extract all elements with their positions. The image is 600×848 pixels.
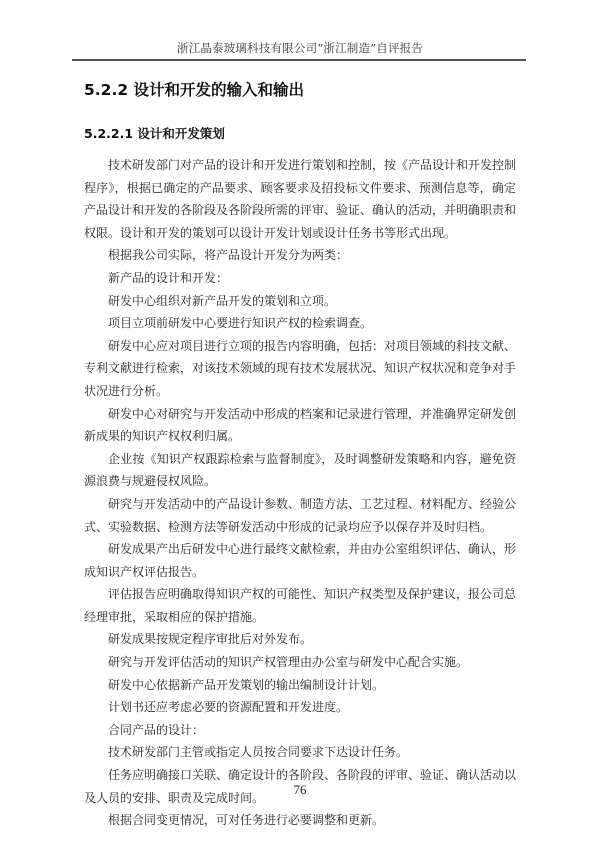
paragraph: 合同产品的设计：	[108, 722, 205, 737]
paragraph: 企业按《知识产权跟踪检索与监督制度》，及时调整研发策略和内容，避免资源浪费与规避侵权风险。	[84, 451, 516, 489]
subsection-heading: 5.2.2.1 设计和开发策划	[84, 126, 225, 141]
paragraph: 研发中心应对项目进行立项的报告内容明确，包括：对项目领域的科技文献、专利文献进行检索，对该技术领域的现有技术发展状况、知识产权状况和竞争对手状况进行分析。	[84, 338, 517, 398]
paragraph: 技术研发部门对产品的设计和开发进行策划和控制，按《产品设计和开发控制程序》，根据已确定的产品要求、顾客要求及招投标文件要求、预测信息等，确定产品设计和开发的各阶段及各阶段所需的评审、验证、确认的活动，并明确职责和权限。设计和开发的策划可以设计开发计划或设计任务书等形式出现。	[84, 158, 517, 240]
paragraph: 研究与开发评估活动的知识产权管理由办公室与研发中心配合实施。	[108, 655, 469, 670]
paragraph: 任务应明确接口关联、确定设计的各阶段、各阶段的评审、验证、确认活动以及人员的安排、职责及完成时间。	[84, 768, 517, 805]
paragraph: 根据合同变更情况，可对任务进行必要调整和更新。	[108, 813, 385, 828]
section-heading: 5.2.2 设计和开发的输入和输出	[84, 81, 305, 99]
header-divider	[72, 59, 526, 61]
paragraph: 评估报告应明确取得知识产权的可能性、知识产权类型及保护建议，报公司总经理审批，采取相应的保护措施。	[84, 587, 517, 624]
paragraph: 新产品的设计和开发：	[108, 270, 229, 285]
paragraph: 根据我公司实际，将产品设计开发分为两类：	[108, 248, 349, 263]
paragraph: 研发中心对研究与开发活动中形成的档案和记录进行管理，并准确界定研发创新成果的知识产权权利归属。	[84, 406, 517, 444]
page-number: 76	[293, 782, 307, 797]
paragraph: 研发成果产出后研发中心进行最终文献检索，并由办公室组织评估、确认，形成知识产权评估报告。	[84, 542, 517, 579]
paragraph: 研发中心依据新产品开发策划的输出编制设计计划。	[108, 677, 385, 692]
paragraph: 研发成果按规定程序审批后对外发布。	[108, 632, 313, 647]
paragraph: 计划书还应考虑必要的资源配置和开发进度。	[108, 700, 349, 715]
paragraph: 研发中心组织对新产品开发的策划和立项。	[108, 293, 337, 308]
paragraph: 技术研发部门主管或指定人员按合同要求下达设计任务。	[108, 745, 409, 760]
running-header: 浙江晶泰玻璃科技有限公司“浙江制造”自评报告	[176, 41, 424, 55]
paragraph: 研究与开发活动中的产品设计参数、制造方法、工艺过程、材料配方、经验公式、实验数据、检测方法等研发活动中形成的记录均应予以保存并及时归档。	[84, 496, 517, 534]
paragraph: 项目立项前研发中心要进行知识产权的检索调查。	[108, 316, 373, 331]
body-text	[84, 154, 516, 832]
